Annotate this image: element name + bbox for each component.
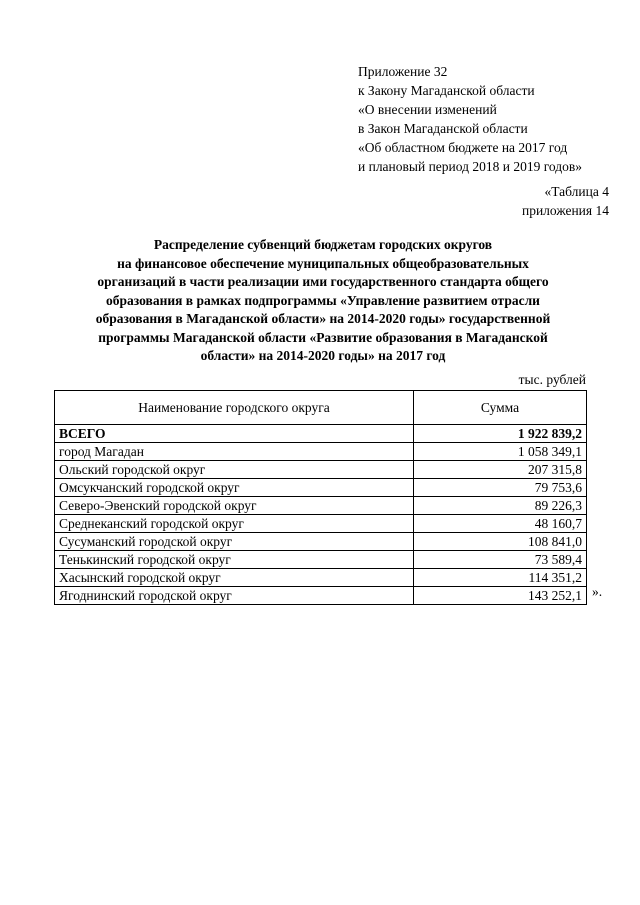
table-ref-line: «Таблица 4 <box>544 184 609 199</box>
appendix-line: «О внесении изменений <box>358 102 497 117</box>
district-name: Ягоднинский городской округ <box>55 587 414 605</box>
table-row <box>55 461 587 479</box>
district-sum: 79 753,6 <box>414 479 587 497</box>
appendix-line: «Об областном бюджете на 2017 год <box>358 140 568 155</box>
table-row <box>55 551 587 569</box>
district-name: Ольский городской округ <box>55 461 414 479</box>
district-sum: 89 226,3 <box>414 497 587 515</box>
total-label: ВСЕГО <box>55 425 414 443</box>
total-row <box>55 425 587 443</box>
unit-label: тыс. рублей <box>518 372 586 387</box>
document-title <box>58 236 588 366</box>
district-sum: 207 315,8 <box>414 461 587 479</box>
appendix-line: в Закон Магаданской области <box>358 121 528 136</box>
title-line: образования в Магаданской области» на 2014-2020 годы» государственной <box>95 311 551 326</box>
title-line: Распределение субвенций бюджетам городских округов <box>153 237 493 252</box>
district-sum: 73 589,4 <box>414 551 587 569</box>
table-row <box>55 533 587 551</box>
total-value: 1 922 839,2 <box>414 425 587 443</box>
table-row <box>55 515 587 533</box>
table-row <box>55 497 587 515</box>
table-reference <box>522 182 609 220</box>
closing-quote: ». <box>592 584 603 599</box>
column-header-name: Наименование городского округа <box>55 391 414 425</box>
appendix-line: Приложение 32 <box>358 64 448 79</box>
district-name: Северо-Эвенский городской округ <box>55 497 414 515</box>
title-line: организаций в части реализации ими государственного стандарта общего <box>97 274 549 289</box>
table-row <box>55 479 587 497</box>
district-name: Тенькинский городской округ <box>55 551 414 569</box>
appendix-line: и плановый период 2018 и 2019 годов» <box>358 159 583 174</box>
table-row <box>55 587 587 605</box>
district-sum: 143 252,1 <box>414 587 587 605</box>
district-name: Сусуманский городской округ <box>55 533 414 551</box>
title-line: программы Магаданской области «Развитие образования в Магаданской <box>98 329 548 345</box>
appendix-line: к Закону Магаданской области <box>358 83 535 98</box>
table-header-row <box>55 391 587 425</box>
table-ref-line: приложения 14 <box>521 203 609 218</box>
subsidy-table <box>54 390 587 605</box>
table-row <box>55 443 587 461</box>
column-header-sum: Сумма <box>414 391 587 425</box>
district-sum: 1 058 349,1 <box>414 443 587 461</box>
district-sum: 108 841,0 <box>414 533 587 551</box>
district-sum: 48 160,7 <box>414 515 587 533</box>
district-sum: 114 351,2 <box>414 569 587 587</box>
appendix-header <box>358 62 628 176</box>
title-line: образования в рамках подпрограммы «Управление развитием отрасли <box>106 292 540 308</box>
district-name: город Магадан <box>55 443 414 461</box>
district-name: Хасынский городской округ <box>55 569 414 587</box>
district-name: Омсукчанский городской округ <box>55 479 414 497</box>
title-line: на финансовое обеспечение муниципальных общеобразовательных <box>117 255 529 271</box>
table-row <box>55 569 587 587</box>
title-line: области» на 2014-2020 годы» на 2017 год <box>200 348 446 363</box>
district-name: Среднеканский городской округ <box>55 515 414 533</box>
